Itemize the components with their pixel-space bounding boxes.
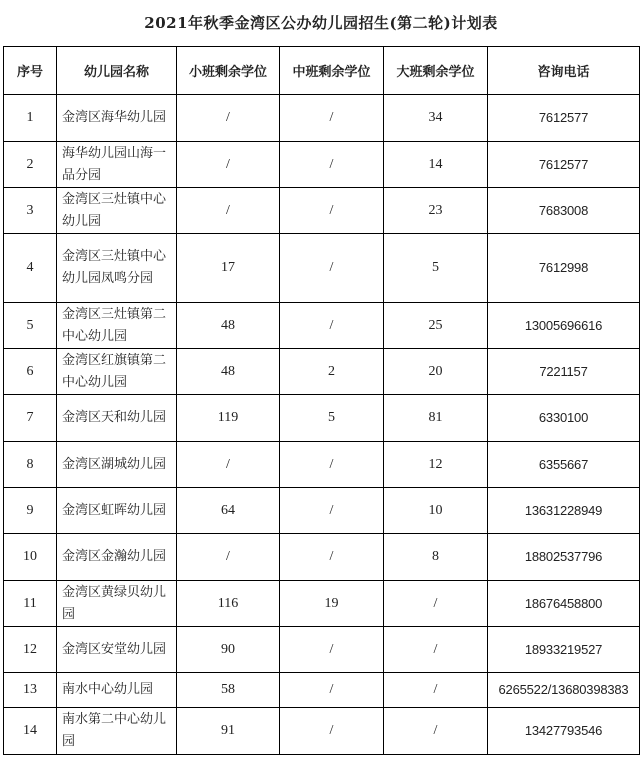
cell-middle-class-seats: / xyxy=(280,673,384,708)
header-contact-phone: 咨询电话 xyxy=(488,47,640,95)
cell-small-class-seats: 17 xyxy=(177,234,280,303)
cell-contact-phone: 13631228949 xyxy=(488,488,640,534)
cell-middle-class-seats: 5 xyxy=(280,395,384,442)
cell-kindergarten-name: 金湾区三灶镇中心幼儿园 xyxy=(57,188,177,234)
table-row xyxy=(4,188,640,234)
page-title: 2021年秋季金湾区公办幼儿园招生(第二轮)计划表 xyxy=(144,14,498,32)
cell-serial-number: 6 xyxy=(4,349,57,395)
cell-contact-phone: 7612998 xyxy=(488,234,640,303)
cell-serial-number: 2 xyxy=(4,142,57,188)
cell-contact-phone: 6355667 xyxy=(488,442,640,488)
cell-kindergarten-name: 金湾区金瀚幼儿园 xyxy=(57,534,177,581)
cell-large-class-seats: 81 xyxy=(384,395,488,442)
table-row xyxy=(4,442,640,488)
table-row xyxy=(4,234,640,303)
cell-kindergarten-name: 金湾区三灶镇第二中心幼儿园 xyxy=(57,303,177,349)
cell-kindergarten-name: 金湾区湖城幼儿园 xyxy=(57,442,177,488)
cell-kindergarten-name: 海华幼儿园山海一品分园 xyxy=(57,142,177,188)
cell-serial-number: 11 xyxy=(4,581,57,627)
table-row xyxy=(4,673,640,708)
cell-contact-phone: 18676458800 xyxy=(488,581,640,627)
cell-middle-class-seats: 2 xyxy=(280,349,384,395)
header-row xyxy=(4,47,640,95)
cell-middle-class-seats: / xyxy=(280,234,384,303)
cell-large-class-seats: 8 xyxy=(384,534,488,581)
cell-serial-number: 10 xyxy=(4,534,57,581)
cell-small-class-seats: 58 xyxy=(177,673,280,708)
table-row xyxy=(4,142,640,188)
cell-serial-number: 4 xyxy=(4,234,57,303)
table-row xyxy=(4,534,640,581)
cell-serial-number: 9 xyxy=(4,488,57,534)
cell-contact-phone: 6265522/13680398383 xyxy=(488,673,640,708)
cell-large-class-seats: 34 xyxy=(384,95,488,142)
cell-small-class-seats: / xyxy=(177,95,280,142)
cell-middle-class-seats: / xyxy=(280,188,384,234)
cell-contact-phone: 18802537796 xyxy=(488,534,640,581)
cell-large-class-seats: 10 xyxy=(384,488,488,534)
cell-small-class-seats: / xyxy=(177,142,280,188)
cell-middle-class-seats: / xyxy=(280,95,384,142)
cell-contact-phone: 7612577 xyxy=(488,142,640,188)
cell-kindergarten-name: 南水中心幼儿园 xyxy=(57,673,177,708)
cell-middle-class-seats: 19 xyxy=(280,581,384,627)
cell-serial-number: 3 xyxy=(4,188,57,234)
cell-small-class-seats: 48 xyxy=(177,349,280,395)
cell-kindergarten-name: 金湾区三灶镇中心幼儿园凤鸣分园 xyxy=(57,234,177,303)
table-row xyxy=(4,349,640,395)
cell-contact-phone: 7221157 xyxy=(488,349,640,395)
header-large-class-seats: 大班剩余学位 xyxy=(384,47,488,95)
table-row xyxy=(4,581,640,627)
cell-middle-class-seats: / xyxy=(280,303,384,349)
cell-large-class-seats: / xyxy=(384,708,488,755)
cell-middle-class-seats: / xyxy=(280,534,384,581)
cell-contact-phone: 7683008 xyxy=(488,188,640,234)
cell-contact-phone: 6330100 xyxy=(488,395,640,442)
table-row xyxy=(4,488,640,534)
cell-small-class-seats: 116 xyxy=(177,581,280,627)
cell-large-class-seats: 5 xyxy=(384,234,488,303)
cell-small-class-seats: 64 xyxy=(177,488,280,534)
cell-middle-class-seats: / xyxy=(280,627,384,673)
cell-middle-class-seats: / xyxy=(280,708,384,755)
cell-serial-number: 7 xyxy=(4,395,57,442)
cell-small-class-seats: 48 xyxy=(177,303,280,349)
cell-large-class-seats: / xyxy=(384,673,488,708)
cell-kindergarten-name: 金湾区虹晖幼儿园 xyxy=(57,488,177,534)
cell-middle-class-seats: / xyxy=(280,442,384,488)
cell-large-class-seats: 25 xyxy=(384,303,488,349)
cell-small-class-seats: / xyxy=(177,442,280,488)
table-row xyxy=(4,627,640,673)
table-row xyxy=(4,708,640,755)
cell-large-class-seats: / xyxy=(384,581,488,627)
table-body xyxy=(4,95,640,755)
cell-contact-phone: 18933219527 xyxy=(488,627,640,673)
table-row xyxy=(4,95,640,142)
header-middle-class-seats: 中班剩余学位 xyxy=(280,47,384,95)
header-small-class-seats: 小班剩余学位 xyxy=(177,47,280,95)
cell-kindergarten-name: 金湾区天和幼儿园 xyxy=(57,395,177,442)
cell-kindergarten-name: 金湾区安堂幼儿园 xyxy=(57,627,177,673)
table-header xyxy=(4,47,640,95)
cell-large-class-seats: / xyxy=(384,627,488,673)
cell-kindergarten-name: 金湾区红旗镇第二中心幼儿园 xyxy=(57,349,177,395)
cell-serial-number: 8 xyxy=(4,442,57,488)
cell-contact-phone: 13005696616 xyxy=(488,303,640,349)
cell-kindergarten-name: 金湾区黄绿贝幼儿园 xyxy=(57,581,177,627)
cell-small-class-seats: / xyxy=(177,188,280,234)
cell-serial-number: 5 xyxy=(4,303,57,349)
cell-serial-number: 1 xyxy=(4,95,57,142)
cell-contact-phone: 7612577 xyxy=(488,95,640,142)
header-serial-number: 序号 xyxy=(4,47,57,95)
cell-large-class-seats: 23 xyxy=(384,188,488,234)
cell-small-class-seats: 91 xyxy=(177,708,280,755)
cell-kindergarten-name: 金湾区海华幼儿园 xyxy=(57,95,177,142)
cell-contact-phone: 13427793546 xyxy=(488,708,640,755)
header-kindergarten-name: 幼儿园名称 xyxy=(57,47,177,95)
cell-small-class-seats: 119 xyxy=(177,395,280,442)
enrollment-plan-table xyxy=(3,46,640,755)
cell-large-class-seats: 20 xyxy=(384,349,488,395)
cell-kindergarten-name: 南水第二中心幼儿园 xyxy=(57,708,177,755)
cell-serial-number: 12 xyxy=(4,627,57,673)
cell-serial-number: 14 xyxy=(4,708,57,755)
cell-middle-class-seats: / xyxy=(280,142,384,188)
cell-small-class-seats: 90 xyxy=(177,627,280,673)
cell-small-class-seats: / xyxy=(177,534,280,581)
table-row xyxy=(4,303,640,349)
cell-middle-class-seats: / xyxy=(280,488,384,534)
cell-serial-number: 13 xyxy=(4,673,57,708)
cell-large-class-seats: 14 xyxy=(384,142,488,188)
table-row xyxy=(4,395,640,442)
cell-large-class-seats: 12 xyxy=(384,442,488,488)
